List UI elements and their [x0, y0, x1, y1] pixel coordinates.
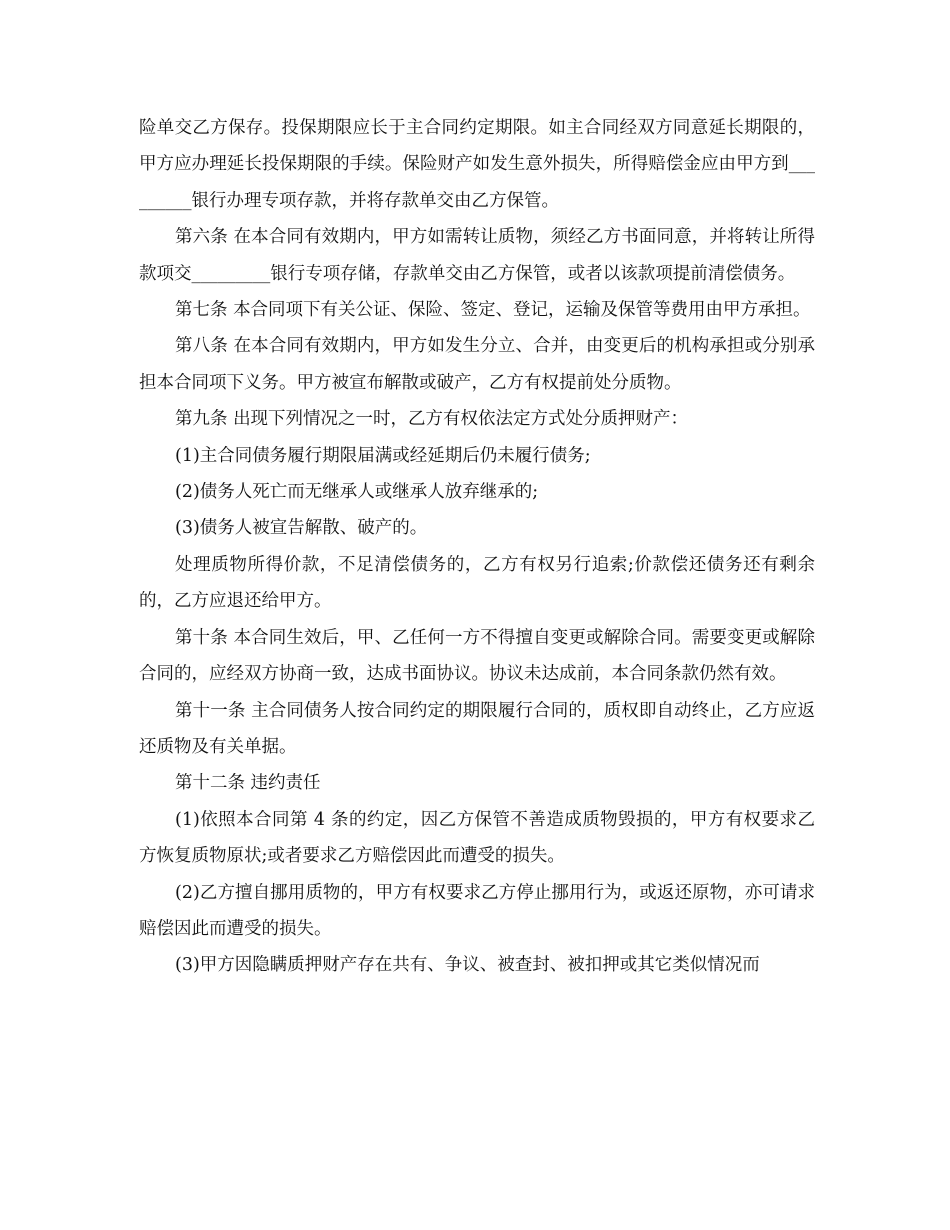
paragraph-article-9: 第九条 出现下列情况之一时，乙方有权依法定方式处分质押财产：	[175, 409, 689, 430]
document-body	[139, 110, 815, 984]
heading-article-12: 第十二条 违约责任	[175, 773, 321, 794]
paragraph-insurance-continuation: 险单交乙方保存。投保期限应长于主合同约定期限。如主合同经双方同意延长期限的，甲方应办理延长投保期限的手续。保险财产如发生意外损失，所得赔偿金应由甲方到_________银行办理专项存款，并将存款单交由乙方保管。	[139, 118, 815, 211]
paragraph-article-8: 第八条 在本合同有效期内，甲方如发生分立、合并，由变更后的机构承担或分别承担本合同项下义务。甲方被宣布解散或破产，乙方有权提前处分质物。	[139, 336, 815, 393]
paragraph-article-11: 第十一条 主合同债务人按合同约定的期限履行合同的，质权即自动终止，乙方应返还质物及有关单据。	[139, 700, 815, 757]
paragraph-disposal-proceeds: 处理质物所得价款，不足清偿债务的，乙方有权另行追索;价款偿还债务还有剩余的，乙方应退还给甲方。	[139, 554, 815, 612]
list-item-article-9-1: (1)主合同债务履行期限届满或经延期后仍未履行债务;	[175, 445, 591, 466]
list-item-article-12-3: (3)甲方因隐瞒质押财产存在共有、争议、被查封、被扣押或其它类似情况而	[175, 955, 760, 976]
paragraph-article-6: 第六条 在本合同有效期内，甲方如需转让质物，须经乙方书面同意，并将转让所得款项交_________银行专项存储，存款单交由乙方保管，或者以该款项提前清偿债务。	[139, 227, 815, 284]
paragraph-article-10: 第十条 本合同生效后，甲、乙任何一方不得擅自变更或解除合同。需要变更或解除合同的，应经双方协商一致，达成书面协议。协议未达成前，本合同条款仍然有效。	[139, 627, 815, 685]
list-item-article-12-1: (1)依照本合同第 4 条的约定，因乙方保管不善造成质物毁损的，甲方有权要求乙方恢复质物原状;或者要求乙方赔偿因此而遭受的损失。	[139, 809, 815, 867]
paragraph-article-7: 第七条 本合同项下有关公证、保险、签定、登记，运输及保管等费用由甲方承担。	[175, 300, 811, 321]
list-item-article-12-2: (2)乙方擅自挪用质物的，甲方有权要求乙方停止挪用行为，或返还原物，亦可请求赔偿因此而遭受的损失。	[139, 882, 815, 939]
list-item-article-9-2: (2)债务人死亡而无继承人或继承人放弃继承的;	[175, 482, 539, 503]
list-item-article-9-3: (3)债务人被宣告解散、破产的。	[175, 518, 428, 539]
